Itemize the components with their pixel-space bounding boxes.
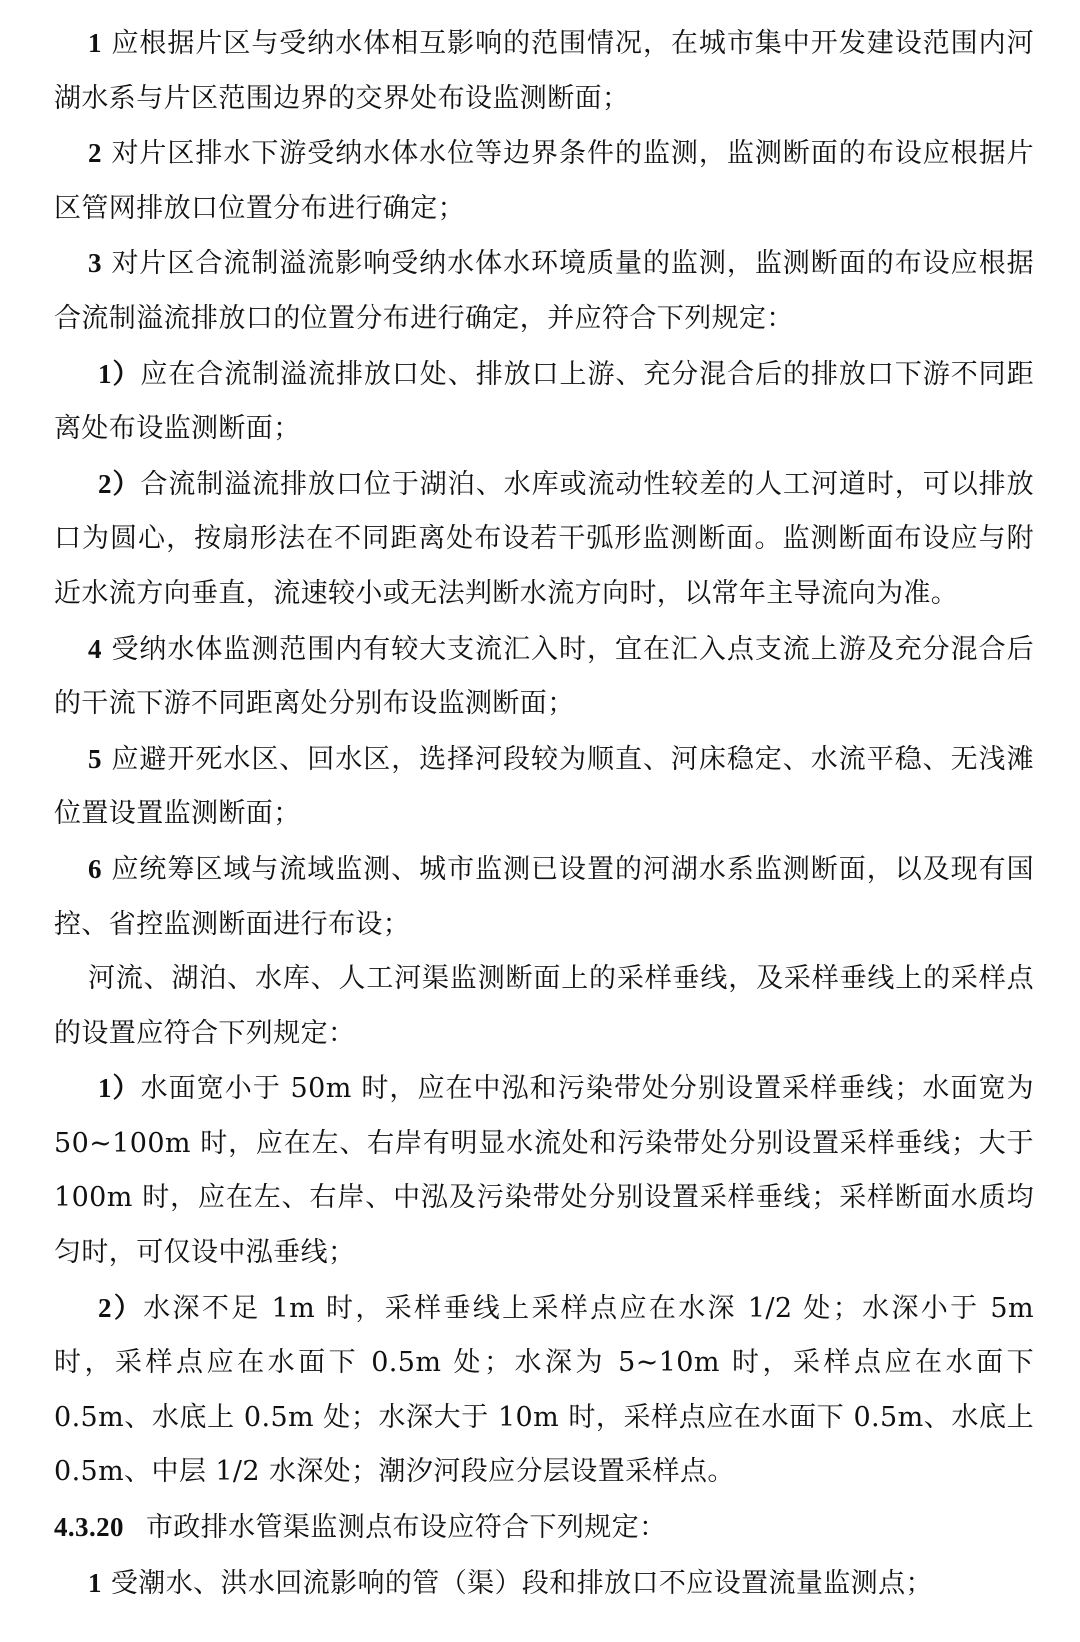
clause-text: 市政排水管渠监测点布设应符合下列规定： [145,1512,667,1544]
clause-item-3 [54,236,1034,346]
item-text: 受纳水体监测范围内有较大支流汇入时，宜在汇入点支流上游及充分混合后的干流下游不同距离处分别布设监测断面； [54,633,1034,720]
clause-item-5 [54,732,1034,842]
clause-item-4-3-20-1 [54,1556,1034,1612]
item-text: 水深不足 1m 时，采样垂线上采样点应在水深 1/2 处；水深小于 5m 时，采样点应在水面下 0.5m 处；水深为 5~10m 时，采样点应在水面下 0.5m、水底上 0.5m 处；水深大于 10m 时，采样点应在水面下 0.5m、水底上 0.5m、中层 1/2 水深处；潮汐河段应分层设置采样点。 [54,1292,1034,1488]
item-text: 受潮水、洪水回流影响的管（渠）段和排放口不应设置流量监测点； [101,1567,933,1599]
item-text: 应避开死水区、回水区，选择河段较为顺直、河床稳定、水流平稳、无浅滩位置设置监测断面； [54,743,1034,830]
item-number: 5 [88,743,102,774]
sampling-intro-paragraph [54,952,1034,1061]
item-text: 水面宽小于 50m 时，应在中泓和污染带处分别设置采样垂线；水面宽为 50~100m 时，应在左、右岸有明显水流处和污染带处分别设置采样垂线；大于 100m 时，应在左、右岸、中泓及污染带处分别设置采样垂线；采样断面水质均匀时，可仅设中泓垂线； [54,1073,1034,1269]
item-number: 2） [98,1292,144,1323]
item-number: 6 [88,853,102,884]
clause-item-4 [54,622,1034,732]
item-number: 1） [98,1073,141,1104]
item-number: 3 [88,248,102,279]
item-text: 应统筹区域与流域监测、城市监测已设置的河湖水系监测断面，以及现有国控、省控监测断面进行布设； [54,853,1034,940]
section-heading-4-3-20 [54,1500,1034,1556]
sampling-sub-item-1 [54,1061,1034,1280]
sub-item-3-1 [54,347,1034,457]
clause-number: 4.3.20 [54,1512,124,1543]
clause-item-6 [54,842,1034,952]
item-number: 1 [88,1567,102,1598]
item-text: 河流、湖泊、水库、人工河渠监测断面上的采样垂线，及采样垂线上的采样点的设置应符合下列规定： [54,963,1034,1049]
sub-item-3-2 [54,457,1034,622]
item-number: 1） [98,358,141,389]
item-text: 对片区合流制溢流影响受纳水体水环境质量的监测，监测断面的布设应根据合流制溢流排放口的位置分布进行确定，并应符合下列规定： [54,248,1034,334]
item-text: 应在合流制溢流排放口处、排放口上游、充分混合后的排放口下游不同距离处布设监测断面； [54,358,1034,445]
clause-item-1 [54,16,1034,126]
item-text: 合流制溢流排放口位于湖泊、水库或流动性较差的人工河道时，可以排放口为圆心，按扇形法在不同距离处布设若干弧形监测断面。监测断面布设应与附近水流方向垂直，流速较小或无法判断水流方向时，以常年主导流向为准。 [54,468,1034,609]
item-number: 4 [88,633,102,664]
clause-item-2 [54,126,1034,236]
item-number: 2） [98,468,141,499]
item-number: 1 [88,28,102,58]
item-number: 2 [88,138,102,169]
item-text: 应根据片区与受纳水体相互影响的范围情况，在城市集中开发建设范围内河湖水系与片区范围边界的交界处布设监测断面； [54,28,1034,114]
sampling-sub-item-2 [54,1281,1034,1500]
item-text: 对片区排水下游受纳水体水位等边界条件的监测，监测断面的布设应根据片区管网排放口位置分布进行确定； [54,138,1034,224]
